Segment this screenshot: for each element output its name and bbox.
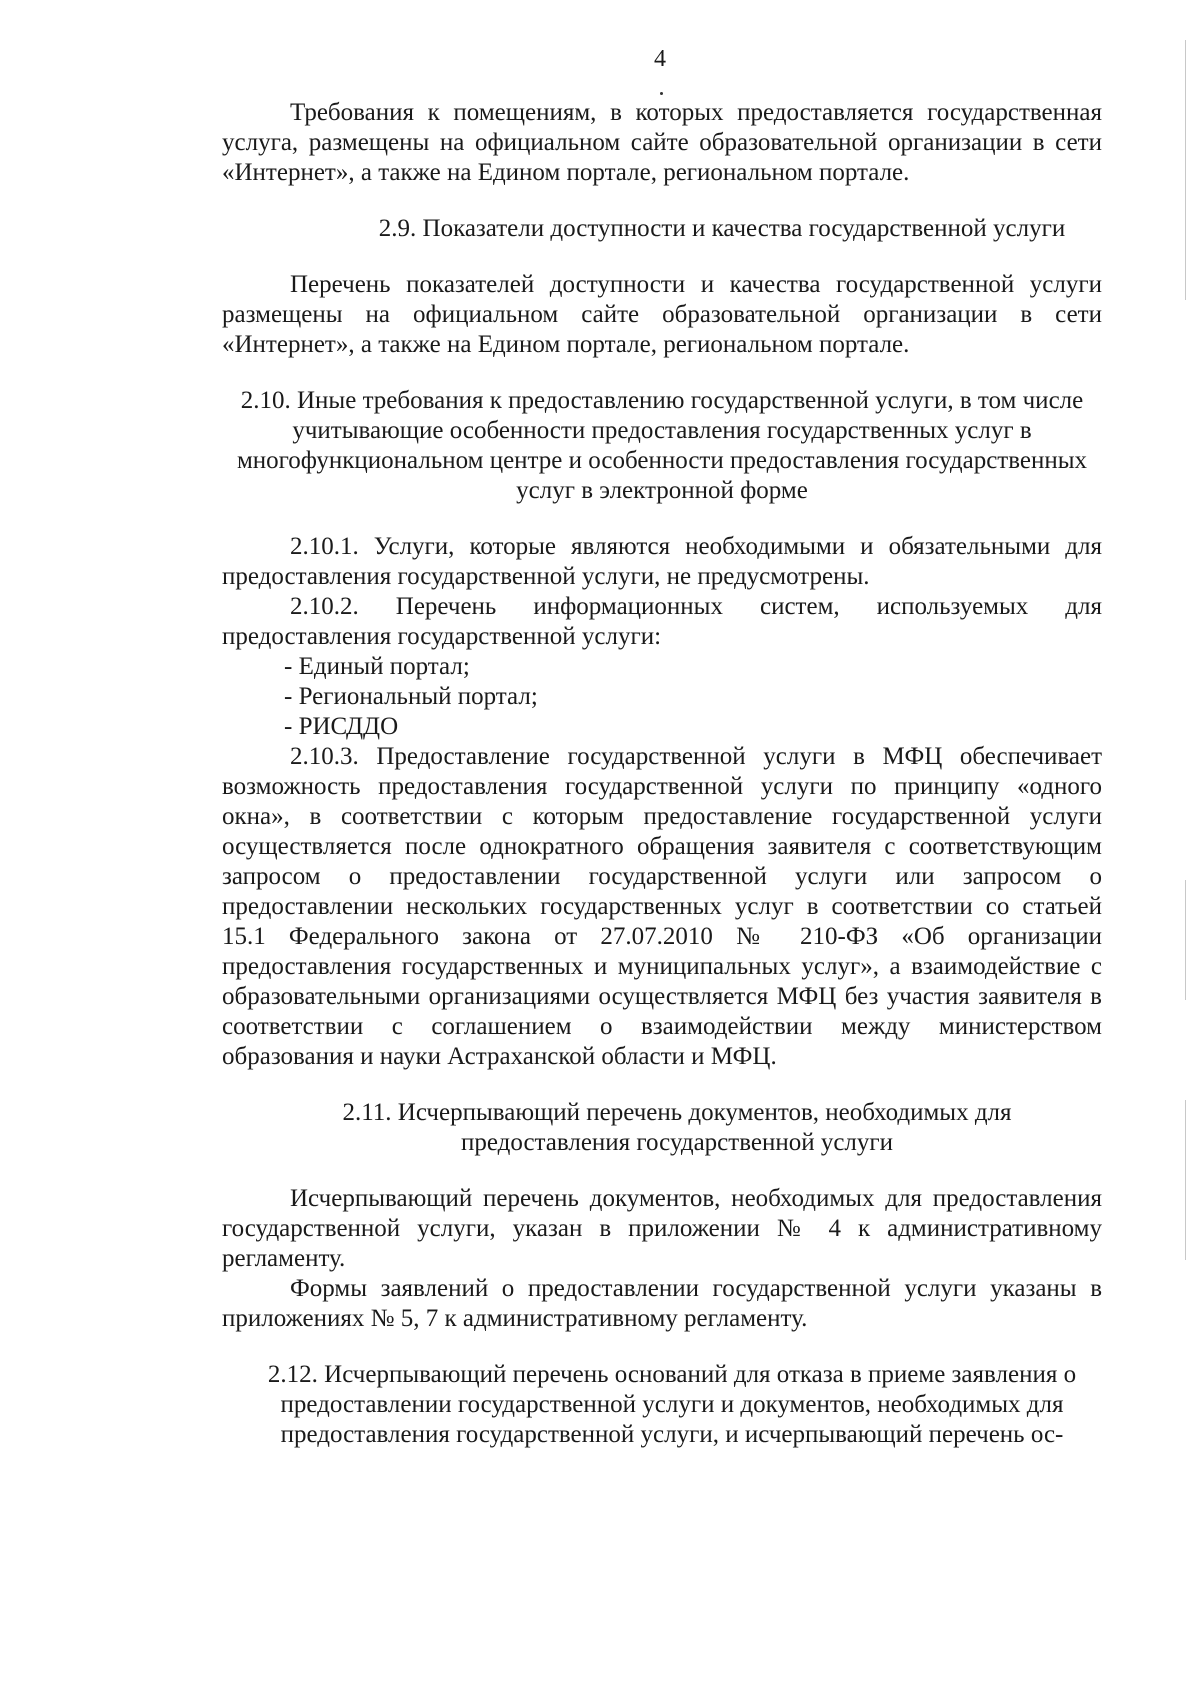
scan-edge-mark [1185, 880, 1186, 1000]
paragraph-2-10-1: 2.10.1. Услуги, которые являются необходимыми и обязательными для предоставления государственной услуги, не предусмотрены. [222, 533, 1102, 590]
paragraph-2-9: Перечень показателей доступности и качества государственной услуги размещены на официальном сайте образовательной организации в сети «Интернет», а также на Едином портале, региональном портале. [222, 271, 1102, 358]
document-body [222, 98, 1102, 1450]
section-heading-2-9: 2.9. Показатели доступности и качества государственной услуги [378, 215, 1066, 242]
list-item: - Единый портал; [284, 653, 470, 680]
section-heading-2-10: 2.10. Иные требования к предоставлению государственной услуги, в том числе учитывающие особенности предоставления государственных услуг в многофункциональном центре и особенности предоставления государственных услуг в электронной форме [236, 387, 1088, 504]
paragraph-2-10-3: 2.10.3. Предоставление государственной услуги в МФЦ обеспечивает возможность предоставления государственной услуги по принципу «одного окна», в соответствии с которым предоставление государственной услуги осуществляется после однократного обращения заявителя с соответствующим запросом о предоставлении государственной услуги или запросом о предоставлении нескольких государственных услуг в соответствии со статьей 15.1 Федерального закона от 27.07.2010 № 210-ФЗ «Об организации предоставления государственных и муниципальных услуг», а взаимодействие с образовательными организациями осуществляется МФЦ без участия заявителя в соответствии с соглашением о взаимодействии между министерством образования и науки Астраханской области и МФЦ. [222, 743, 1102, 1070]
list-item: - Региональный портал; [284, 683, 538, 710]
page-number: 4 [654, 46, 666, 72]
scan-edge-mark [1185, 1100, 1186, 1260]
section-heading-2-12: 2.12. Исчерпывающий перечень оснований для отказа в приеме заявления о предоставлении государственной услуги и документов, необходимых для предоставления государственной услуги, и исчерпывающий перечень ос- [267, 1361, 1077, 1448]
scan-edge-mark [1185, 40, 1186, 300]
list-item: - РИСДДО [284, 713, 399, 740]
paragraph-2-11-b: Формы заявлений о предоставлении государственной услуги указаны в приложениях № 5, 7 к административному регламенту. [222, 1275, 1102, 1332]
premises-paragraph: Требования к помещениям, в которых предоставляется государственная услуга, размещены на официальном сайте образовательной организации в сети «Интернет», а также на Едином портале, региональном портале. [222, 99, 1102, 186]
section-heading-2-11: 2.11. Исчерпывающий перечень документов, необходимых для предоставления государственной услуги [342, 1099, 1012, 1156]
paragraph-2-11-a: Исчерпывающий перечень документов, необходимых для предоставления государственной услуги, указан в приложении № 4 к административному регламенту. [222, 1185, 1102, 1272]
scan-artifact-dot [660, 92, 663, 95]
paragraph-2-10-2: 2.10.2. Перечень информационных систем, используемых для предоставления государственной услуги: [222, 593, 1102, 650]
